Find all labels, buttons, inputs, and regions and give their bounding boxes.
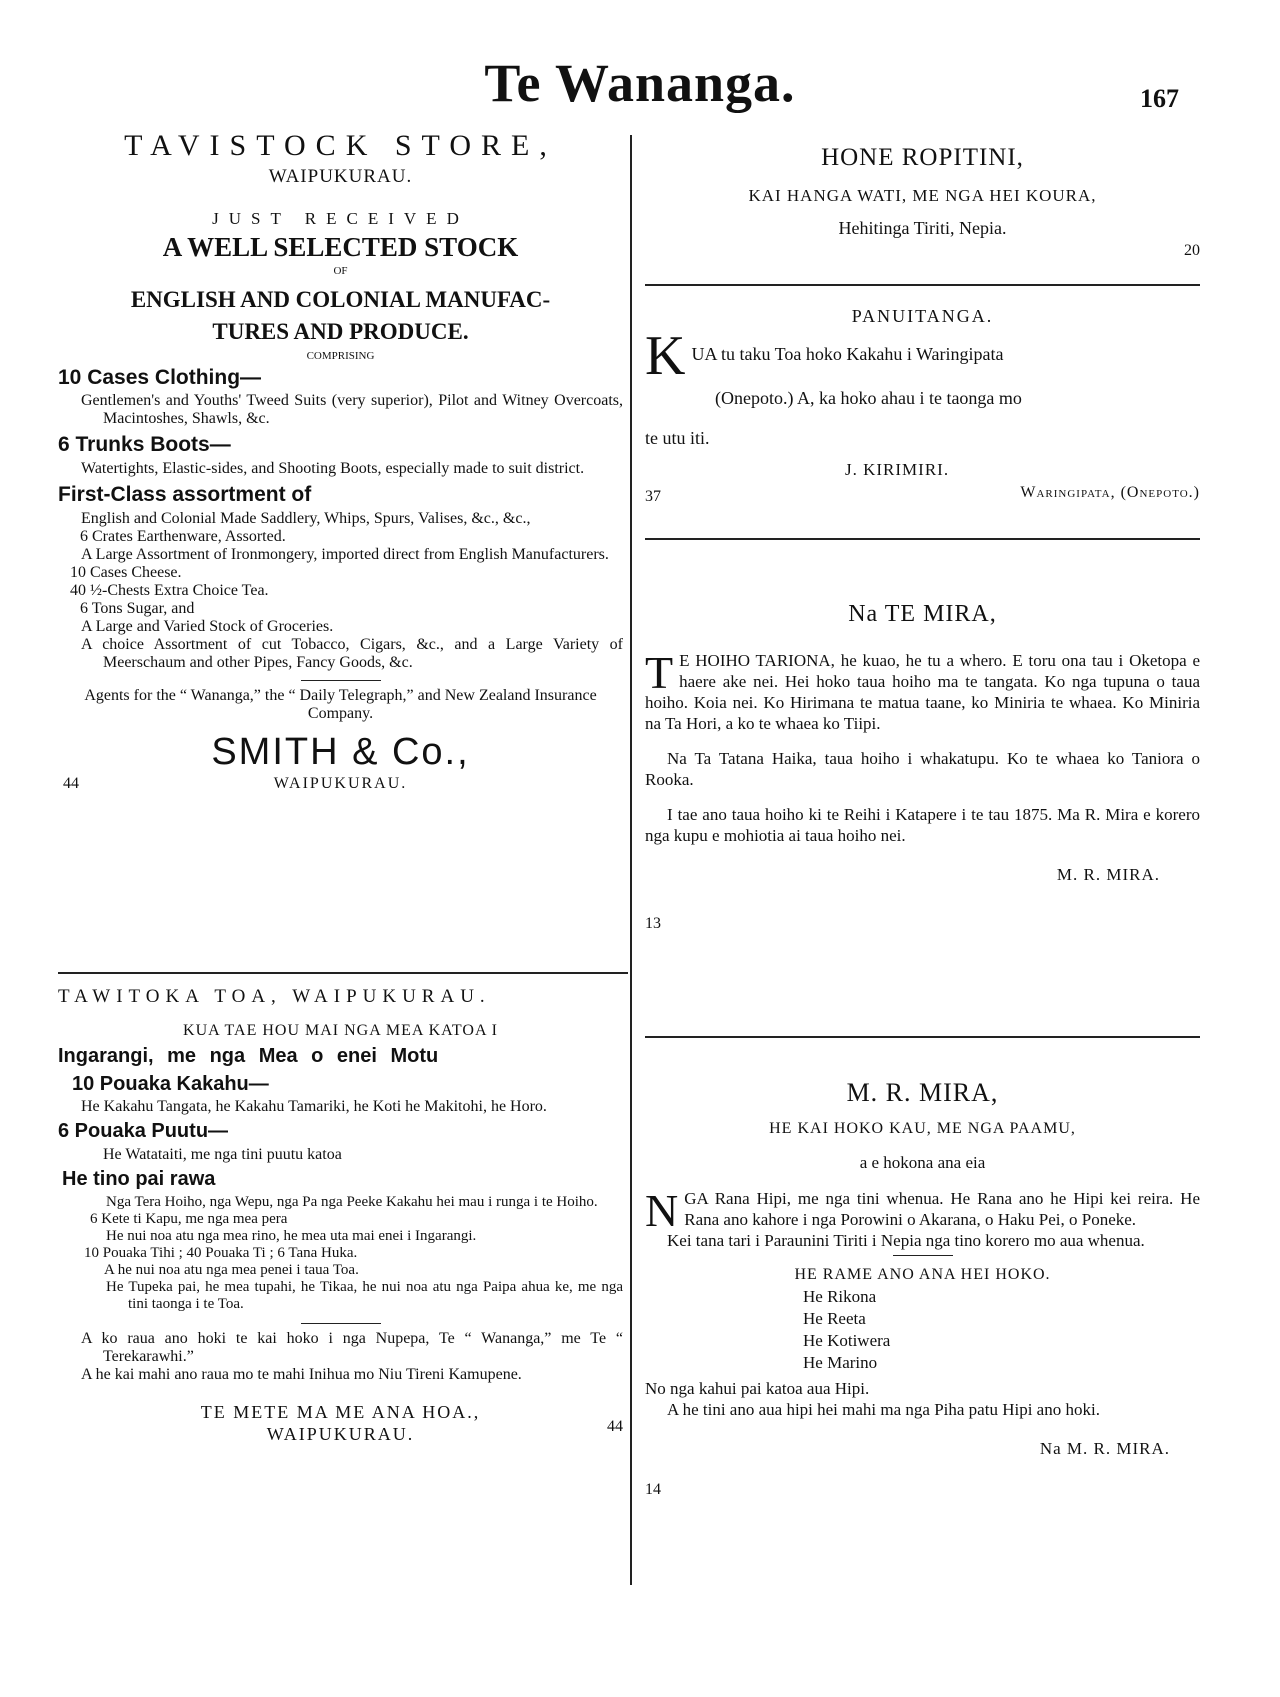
hone-trade: KAI HANGA WATI, ME NGA HEI KOURA, bbox=[748, 186, 1097, 205]
sugar-line: 6 Tons Sugar, and bbox=[80, 600, 195, 617]
panuitanga-line2: (Onepoto.) A, ka hoko ahau i te taonga mo bbox=[715, 388, 1022, 408]
boots-heading: 6 Trunks Boots— bbox=[58, 433, 231, 456]
tini-line: A he tini ano aua hipi hei mahi ma nga Piha patu Hipi ano hoki. bbox=[667, 1400, 1100, 1419]
hone-name: HONE ROPITINI, bbox=[821, 144, 1024, 171]
agents-text: Agents for the “ Wananga,” the “ Daily Telegraph,” and New Zealand Insurance Company. bbox=[84, 687, 597, 722]
temira-signer: M. R. MIRA. bbox=[1056, 865, 1160, 884]
temira-para3: I tae ano taua hoiho ki te Reihi i Katapere i te tau 1875. Ma R. Mira e korero nga kupu e mohiotia ai taua hoiho nei. bbox=[645, 805, 1200, 845]
nui-line: He nui noa atu nga mea rino, he mea uta mai enei i Ingarangi. bbox=[106, 1228, 477, 1244]
mrmira-advert bbox=[645, 1076, 1200, 1500]
hone-advert bbox=[645, 142, 1200, 262]
puutu-text: He Watataiti, me nga tini puutu katoa bbox=[103, 1146, 342, 1163]
temira-para2: Na Ta Tatana Haika, taua hoiho i whakatupu. Ko te whaea ko Taniora o Rooka. bbox=[645, 749, 1200, 789]
temira-para1: E HOIHO TARIONA, he kuao, he tu a whero. E toru ona tau i Oketopa e haere ake nei. Hei hoko taua hoiho ma te tangata. Ko nga tupuna o taua hoiho. Koia nei. Ko Hirimana te matua taane, ko Miniria te whaea. Ko Miniria na Ta Hori, a ko te whaea ko Tiipi. bbox=[645, 651, 1200, 733]
tawitoka-advert bbox=[58, 984, 623, 1448]
tavistock-ad-number: 44 bbox=[63, 775, 79, 792]
temira-title: Na TE MIRA, bbox=[848, 601, 997, 627]
right-rule-1 bbox=[645, 284, 1200, 286]
kakahu-heading: 10 Pouaka Kakahu— bbox=[72, 1073, 269, 1095]
left-rule-1 bbox=[58, 972, 628, 974]
first-class-text: English and Colonial Made Saddlery, Whips, Spurs, Valises, &c., &c., bbox=[81, 510, 531, 527]
te-mete: TE METE MA ME ANA HOA., bbox=[200, 1402, 481, 1422]
clothing-heading: 10 Cases Clothing— bbox=[58, 366, 262, 389]
hone-ad-number: 20 bbox=[1184, 242, 1200, 259]
panuitanga-advert bbox=[645, 304, 1200, 510]
tea-line: 40 ½-Chests Extra Choice Tea. bbox=[70, 582, 269, 599]
breed-item: He Kotiwera bbox=[803, 1331, 891, 1350]
panuitanga-signer-place: Waringipata, (Onepoto.) bbox=[1020, 484, 1200, 501]
mrmira-title: M. R. MIRA, bbox=[846, 1078, 999, 1107]
ironmongery-line: A Large Assortment of Ironmongery, imported direct from English Manufacturers. bbox=[81, 546, 609, 563]
temira-advert bbox=[645, 598, 1200, 934]
right-rule-2 bbox=[645, 538, 1200, 540]
comprising-label: COMPRISING bbox=[306, 350, 375, 362]
clothing-text: Gentlemen's and Youths' Tweed Suits (very superior), Pilot and Witney Overcoats, Macintoshes, Shawls, &c. bbox=[81, 392, 623, 427]
tihi-line: 10 Pouaka Tihi ; 40 Pouaka Ti ; 6 Tana Huka. bbox=[84, 1245, 358, 1261]
tavistock-advert bbox=[58, 128, 623, 797]
smith-place: WAIPUKURAU. bbox=[273, 775, 408, 792]
breed-item: He Reeta bbox=[803, 1309, 866, 1328]
breed-item: He Rikona bbox=[803, 1287, 877, 1306]
tupeka-line: He Tupeka pai, he mea tupahi, he Tikaa, he nui noa atu nga Paipa ahua ke, me nga tini taonga i te Toa. bbox=[106, 1279, 623, 1312]
mrmira-sub: a e hokona ana eia bbox=[859, 1153, 986, 1172]
te-mete-place: WAIPUKURAU. bbox=[266, 1424, 415, 1444]
kete-line: 6 Kete ti Kapu, me nga mea pera bbox=[90, 1211, 288, 1227]
masthead-title: Te Wananga. bbox=[484, 53, 796, 113]
english-colonial-2: TURES AND PRODUCE. bbox=[212, 319, 469, 344]
breed-item: He Marino bbox=[803, 1353, 878, 1372]
puutu-heading: 6 Pouaka Puutu— bbox=[58, 1120, 229, 1142]
ingarangi-line: Ingarangi, me nga Mea o enei Motu bbox=[58, 1045, 439, 1067]
english-colonial-1: ENGLISH AND COLONIAL MANUFAC- bbox=[130, 287, 551, 312]
page-number: 167 bbox=[1140, 84, 1179, 113]
cheese-line: 10 Cases Cheese. bbox=[70, 564, 182, 581]
hone-address: Hehitinga Tiriti, Nepia. bbox=[838, 218, 1007, 238]
mrmira-dropcap: N bbox=[645, 1185, 679, 1236]
tawitoka-name: TAWITOKA TOA, WAIPUKURAU. bbox=[58, 986, 491, 1007]
kakahu-text: He Kakahu Tangata, he Kakahu Tamariki, he Koti he Makitohi, he Horo. bbox=[81, 1098, 547, 1115]
kahui-line: No nga kahui pai katoa aua Hipi. bbox=[645, 1379, 870, 1398]
mrmira-para1: GA Rana Hipi, me nga tini whenua. He Rana ano he Hipi kei reira. He Rana ano kahore i nga Porowini o Akarana, o Haku Pei, o Poneke. bbox=[684, 1189, 1200, 1229]
panuitanga-signer: J. KIRIMIRI. bbox=[845, 460, 950, 479]
short-rule-3 bbox=[893, 1255, 953, 1256]
panuitanga-title: PANUITANGA. bbox=[851, 306, 994, 326]
right-rule-3 bbox=[645, 1036, 1200, 1038]
tino-pai-heading: He tino pai rawa bbox=[62, 1168, 216, 1190]
tavistock-place: WAIPUKURAU. bbox=[268, 166, 413, 187]
well-selected-stock: A WELL SELECTED STOCK bbox=[162, 232, 519, 262]
first-class-heading: First-Class assortment of bbox=[58, 483, 312, 506]
penei-line: A he nui noa atu nga mea penei i taua Toa. bbox=[104, 1262, 359, 1278]
mrmira-trade: HE KAI HOKO KAU, ME NGA PAAMU, bbox=[769, 1120, 1076, 1137]
temira-ad-number: 13 bbox=[645, 915, 661, 932]
mrmira-signer: Na M. R. MIRA. bbox=[1039, 1439, 1170, 1458]
rame-heading: HE RAME ANO ANA HEI HOKO. bbox=[794, 1266, 1051, 1283]
panuitanga-ad-number: 37 bbox=[645, 488, 661, 505]
mrmira-ad-number: 14 bbox=[645, 1481, 661, 1498]
mahi-line: A he kai mahi ano raua mo te mahi Inihua mo Niu Tireni Kamupene. bbox=[81, 1366, 522, 1383]
just-received: JUST RECEIVED bbox=[212, 209, 469, 228]
temira-dropcap: T bbox=[645, 647, 674, 698]
groceries-line: A Large and Varied Stock of Groceries. bbox=[81, 618, 334, 635]
mrmira-para2: Kei tana tari i Paraunini Tiriti i Nepia nga tino korero mo aua whenua. bbox=[667, 1231, 1145, 1250]
column-divider bbox=[630, 135, 632, 1585]
short-rule bbox=[301, 680, 381, 681]
tavistock-name: TAVISTOCK STORE, bbox=[124, 129, 557, 162]
nupepa-line: A ko raua ano hoki te kai hoko i nga Nupepa, Te “ Wananga,” me Te “ Terekarawhi.” bbox=[81, 1330, 623, 1365]
of-label: OF bbox=[333, 265, 348, 277]
tera-line: Nga Tera Hoiho, nga Wepu, nga Pa nga Peeke Kakahu hei mau i runga i te Hoiho. bbox=[106, 1194, 598, 1210]
smith-co: SMITH & Co., bbox=[211, 731, 470, 773]
panuitanga-dropcap: K bbox=[645, 325, 686, 387]
boots-text: Watertights, Elastic-sides, and Shooting Boots, especially made to suit district. bbox=[81, 460, 585, 477]
kua-tae-hou: KUA TAE HOU MAI NGA MEA KATOA I bbox=[183, 1022, 498, 1039]
panuitanga-line1: UA tu taku Toa hoko Kakahu i Waringipata bbox=[691, 344, 1004, 364]
tawitoka-ad-number: 44 bbox=[607, 1418, 623, 1435]
tobacco-line: A choice Assortment of cut Tobacco, Cigars, &c., and a Large Variety of Meerschaum and other Pipes, Fancy Goods, &c. bbox=[81, 636, 623, 671]
crates-line: 6 Crates Earthenware, Assorted. bbox=[80, 528, 286, 545]
panuitanga-line3: te utu iti. bbox=[645, 428, 710, 448]
short-rule-2 bbox=[301, 1323, 381, 1324]
